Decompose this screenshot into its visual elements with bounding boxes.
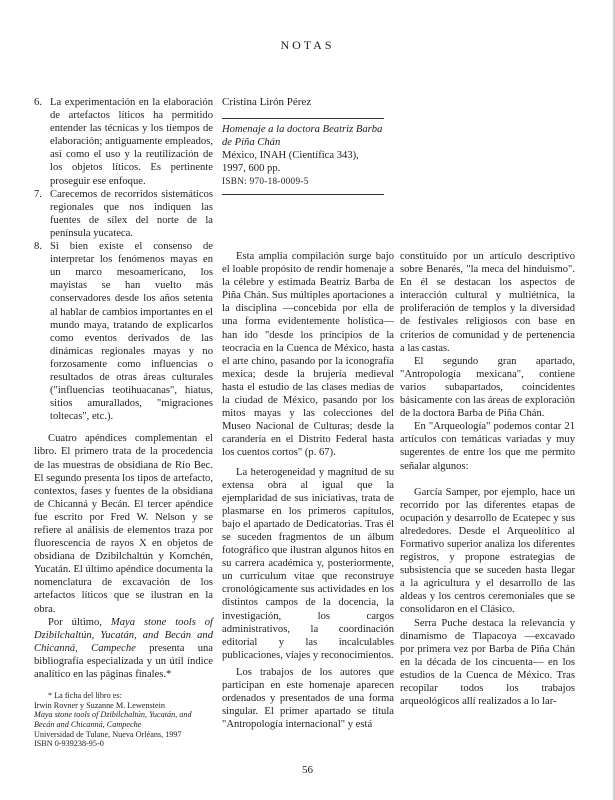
note-text: Carecemos de recorridos sistemáticos regionales que nos indiquen las fuentes de sílex del norte de la península yucateca. (50, 188, 213, 239)
review-publisher: México, INAH (Científica 343), 1997, 600 pp. (222, 150, 359, 175)
body-paragraph: Los trabajos de los autores que participan en este homenaje aparecen ordenados y presentados de una forma singular. El primer apartado se titula "Antropología internacional" y está (222, 666, 394, 731)
body-paragraph: La heterogeneidad y magnitud de su extensa obra al igual que la ejemplaridad de sus iniciativas, trata de plasmarse en los primeros capítulos, bajo el apartado de Dedicatorias. Tras él se suceden fragmentos de un álbum fotográfico que ilustran algunos hitos en su carrera académica y, posteriormente, un currículum vitae que reconstruye cronológicamente sus actividades en los distintos campos de la docencia, la investigación, los cargos administrativos, la coordinación editorial y las incalculables publicaciones, viajes y reconocimientos. (222, 466, 394, 661)
body-paragraph: Cuatro apéndices complementan el libro. El primero trata de la procedencia de las muestras de obsidiana de Río Bec. El segundo presenta los tipos de artefacto, contextos, fases y fuentes de la obsidiana de Chicanná y Becán. El tercer apéndice fue escrito por Fred W. Nelson y se refiere al análisis de elementos traza por fluorescencia de rayos X en objetos de obsidiana de Dzibilchaltún y Komchén, Yucatán. El último apéndice documenta la nomenclatura de excavación de los artefactos líticos que se ilustran en la obra. (34, 433, 213, 615)
body-paragraph: Esta amplia compilación surge bajo el loable propósito de rendir homenaje a la célebre y estimada Beatriz Barba de Piña Chán. Sus múltiples aportaciones a la disciplina —concebida por ella de una forma evidentemente holística— han ido "desde los principios de la teocracia en la Cuenca de México, hasta el arte chino, pasando por la iconografía mexica; desde la brujería medieval hasta el estudio de las clases medias de la ciudad de México, pasando por los mitos mayas y las colecciones del Museo Nacional de Culturas; desde la carandería en el Distrito Federal hasta los cuentos cortos" (p. 67). (222, 251, 394, 459)
review-book-title: Homenaje a la doctora Beatriz Barba de Piña Chán (222, 124, 383, 149)
footnote-lead: * La ficha del libro es: (48, 691, 122, 701)
book-title-ref: Maya stone tools of Dzibilchaltún, Yucatán, and Becán and Chicanná, Campeche (34, 616, 213, 654)
footnote-title: Maya stone tools of Dzibilchaltún, Yucatán, and Becán and Chicanná, Campeche (34, 710, 192, 729)
body-paragraph: En "Arqueología" podemos contar 21 artículos con temáticas variadas y muy sugerentes de entre los que me permito señalar algunos: (400, 421, 575, 472)
review-header (222, 96, 384, 195)
note-number: 8. (34, 241, 42, 253)
review-isbn: ISBN: 970-18-0009-5 (222, 176, 309, 187)
note-item (34, 96, 213, 188)
note-number: 6. (34, 97, 42, 108)
note-item (34, 240, 213, 423)
body-paragraph: constituido por un artículo descriptivo sobre Benarés, "la meca del hinduismo". En él se destacan los aspectos de interacción cultural y multiétnica, la proliferación de templos y la diversidad de festivales religiosos con base en criterios de comunidad y de pertenencia a las castas. (400, 251, 575, 354)
body-paragraph: Serra Puche destaca la relevancia y dinamismo de Tlapacoya —excavado por primera vez por Barba de Piña Chán en la década de los cincuenta— en los estudios de la Cuenca de México. Tras recopilar todos los trabajos arqueológicos allí realizados a lo lar- (400, 617, 575, 708)
left-column (34, 96, 213, 749)
body-paragraph: Por último, Maya stone tools of Dzibilchaltún, Yucatán, and Becán and Chicanná, Campeche presenta una bibliografía especializada y un útil índice analítico en las páginas finales.* (34, 616, 213, 681)
footnote-authors: Irwin Rovner y Suzanne M. Lewenstein (34, 700, 165, 710)
middle-column (222, 250, 394, 731)
footnote (34, 691, 213, 749)
note-number: 7. (34, 188, 42, 200)
note-item (34, 188, 213, 240)
review-author: Cristina Lirón Pérez (222, 96, 312, 108)
body-paragraph: El segundo gran apartado, "Antropología mexicana", contiene varios subapartados, coincidentes básicamente con las áreas de exploración de la doctora Barba de Piña Chán. (400, 355, 575, 420)
note-text: Si bien existe el consenso de interpretar los fenómenos mayas en un marco mesoamericano, los mayistas se han vuelto más conservadores desde los años setenta al hablar de cambios importantes en el mundo maya, tratando de explicarlos como eventos derivados de las dinámicas regionales mayas y no forzosamente como influencias o resultados de otras áreas culturales ("influencias teotihuacanas", hiatus, sitios amurallados, "migraciones toltecas", etc.). (50, 241, 213, 423)
footnote-isbn: ISBN 0-939238-95-0 (34, 739, 104, 749)
page-number: 56 (302, 764, 313, 776)
running-header: NOTAS (280, 38, 335, 52)
footnote-publisher: Universidad de Tulane, Nueva Orléans, 1997 (34, 729, 182, 739)
review-book-box (222, 118, 384, 195)
body-paragraph: García Samper, por ejemplo, hace un recorrido por las diferentes etapas de ocupación y desarrollo de Ecatepec y sus alrededores. Desde el Arqueolítico al Formativo superior analiza los diferentes registros, y propone estrategias de subsistencia que se suceden hasta llegar a la agricultura y el desarrollo de las aldeas y los centros ceremoniales que se consolidaron en el Clásico. (400, 486, 575, 616)
note-text: La experimentación en la elaboración de artefactos líticos ha permitido entender las técnicas y los tiempos de elaboración; antiguamente empleados, así como el uso y la reutilización de los objetos líticos. Es pertinente proseguir ese enfoque. (50, 97, 213, 187)
right-column (400, 250, 575, 708)
